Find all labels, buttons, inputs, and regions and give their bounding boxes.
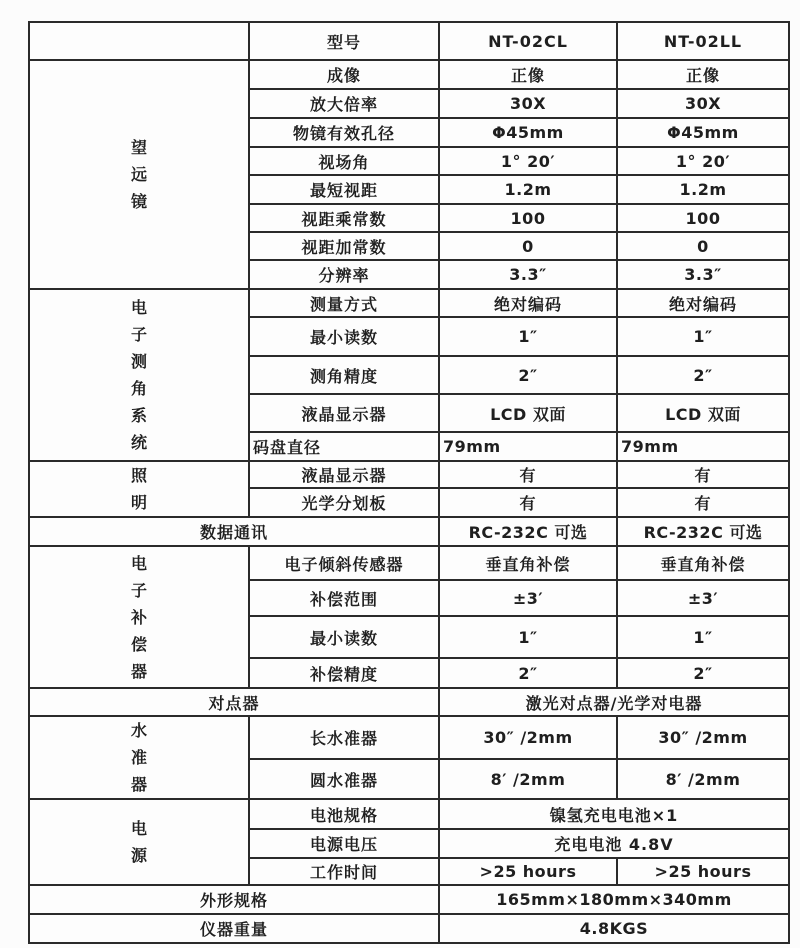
value-illum-lcd-2: 有 [617, 461, 789, 488]
label-min-reading: 最小读数 [249, 317, 439, 356]
value-disc-diameter-1: 79mm [439, 432, 617, 461]
value-resolution-1: 3.3″ [439, 260, 617, 289]
label-aperture: 物镜有效孔径 [249, 118, 439, 147]
spec-table [28, 21, 790, 944]
label-dimensions: 外形规格 [29, 885, 439, 914]
value-magnification-1: 30X [439, 89, 617, 118]
value-tilt-sensor-1: 垂直角补偿 [439, 546, 617, 580]
label-stadia-mult: 视距乘常数 [249, 204, 439, 232]
row-plate-level [29, 716, 789, 759]
label-weight: 仪器重量 [29, 914, 439, 943]
value-comp-range-1: ±3′ [439, 580, 617, 616]
label-magnification: 放大倍率 [249, 89, 439, 118]
label-stadia-add: 视距加常数 [249, 232, 439, 260]
row-measure-method [29, 289, 789, 317]
value-plummet: 激光对点器/光学对电器 [439, 688, 789, 716]
row-illum-lcd [29, 461, 789, 488]
row-plummet [29, 688, 789, 716]
label-tilt-sensor: 电子倾斜传感器 [249, 546, 439, 580]
value-dimensions: 165mm×180mm×340mm [439, 885, 789, 914]
value-circular-level-2: 8′ /2mm [617, 759, 789, 799]
label-min-focus: 最短视距 [249, 175, 439, 204]
group-telescope-label: 望远镜 [130, 138, 147, 211]
group-angle-system [29, 289, 249, 461]
label-fov: 视场角 [249, 147, 439, 175]
row-battery-spec [29, 799, 789, 829]
value-fov-2: 1° 20′ [617, 147, 789, 175]
label-battery-spec: 电池规格 [249, 799, 439, 829]
value-stadia-add-2: 0 [617, 232, 789, 260]
row-tilt-sensor [29, 546, 789, 580]
label-comp-range: 补偿范围 [249, 580, 439, 616]
value-min-focus-2: 1.2m [617, 175, 789, 204]
value-tilt-sensor-2: 垂直角补偿 [617, 546, 789, 580]
value-comp-range-2: ±3′ [617, 580, 789, 616]
value-angle-accuracy-1: 2″ [439, 356, 617, 394]
label-imaging: 成像 [249, 60, 439, 89]
label-circular-level: 圆水准器 [249, 759, 439, 799]
value-magnification-2: 30X [617, 89, 789, 118]
label-voltage: 电源电压 [249, 829, 439, 858]
value-illum-reticle-1: 有 [439, 488, 617, 517]
group-angle-system-label: 电子测角系统 [130, 298, 147, 452]
header-row [29, 22, 789, 60]
label-plate-level: 长水准器 [249, 716, 439, 759]
value-illum-lcd-1: 有 [439, 461, 617, 488]
value-imaging-1: 正像 [439, 60, 617, 89]
group-illumination-label: 照明 [130, 466, 147, 512]
value-angle-accuracy-2: 2″ [617, 356, 789, 394]
value-min-reading-2: 1″ [617, 317, 789, 356]
label-disc-diameter: 码盘直径 [249, 432, 439, 461]
row-weight [29, 914, 789, 943]
value-plate-level-1: 30″ /2mm [439, 716, 617, 759]
group-level-label: 水准器 [130, 721, 147, 794]
row-imaging [29, 60, 789, 89]
group-compensator-label: 电子补偿器 [130, 553, 147, 681]
value-fov-1: 1° 20′ [439, 147, 617, 175]
value-weight: 4.8KGS [439, 914, 789, 943]
label-resolution: 分辨率 [249, 260, 439, 289]
value-min-focus-1: 1.2m [439, 175, 617, 204]
value-disc-diameter-2: 79mm [617, 432, 789, 461]
label-comp-accuracy: 补偿精度 [249, 658, 439, 688]
label-plummet: 对点器 [29, 688, 439, 716]
value-voltage: 充电电池 4.8V [439, 829, 789, 858]
value-comp-accuracy-2: 2″ [617, 658, 789, 688]
group-power-label: 电源 [130, 819, 147, 865]
value-lcd-display-1: LCD 双面 [439, 394, 617, 432]
label-illum-reticle: 光学分划板 [249, 488, 439, 517]
value-comp-accuracy-1: 2″ [439, 658, 617, 688]
group-compensator [29, 546, 249, 688]
value-data-comm-2: RC-232C 可选 [617, 517, 789, 546]
row-data-comm [29, 517, 789, 546]
value-battery-spec: 镍氢充电电池×1 [439, 799, 789, 829]
value-stadia-mult-2: 100 [617, 204, 789, 232]
label-angle-accuracy: 测角精度 [249, 356, 439, 394]
group-telescope [29, 60, 249, 289]
corner-cell [29, 22, 249, 60]
label-illum-lcd: 液晶显示器 [249, 461, 439, 488]
value-circular-level-1: 8′ /2mm [439, 759, 617, 799]
group-power [29, 799, 249, 885]
model-1-cell: NT-02CL [439, 22, 617, 60]
value-resolution-2: 3.3″ [617, 260, 789, 289]
value-comp-min-reading-2: 1″ [617, 616, 789, 658]
label-working-time: 工作时间 [249, 858, 439, 885]
value-aperture-1: Φ45mm [439, 118, 617, 147]
model-label-cell: 型号 [249, 22, 439, 60]
label-measure-method: 测量方式 [249, 289, 439, 317]
row-dimensions [29, 885, 789, 914]
value-measure-method-1: 绝对编码 [439, 289, 617, 317]
value-aperture-2: Φ45mm [617, 118, 789, 147]
value-plate-level-2: 30″ /2mm [617, 716, 789, 759]
group-level [29, 716, 249, 799]
label-data-comm: 数据通讯 [29, 517, 439, 546]
value-illum-reticle-2: 有 [617, 488, 789, 517]
value-measure-method-2: 绝对编码 [617, 289, 789, 317]
label-comp-min-reading: 最小读数 [249, 616, 439, 658]
value-imaging-2: 正像 [617, 60, 789, 89]
value-lcd-display-2: LCD 双面 [617, 394, 789, 432]
value-stadia-mult-1: 100 [439, 204, 617, 232]
value-stadia-add-1: 0 [439, 232, 617, 260]
value-min-reading-1: 1″ [439, 317, 617, 356]
label-lcd-display: 液晶显示器 [249, 394, 439, 432]
value-working-time-2: >25 hours [617, 858, 789, 885]
model-2-cell: NT-02LL [617, 22, 789, 60]
value-comp-min-reading-1: 1″ [439, 616, 617, 658]
group-illumination [29, 461, 249, 517]
value-data-comm-1: RC-232C 可选 [439, 517, 617, 546]
value-working-time-1: >25 hours [439, 858, 617, 885]
